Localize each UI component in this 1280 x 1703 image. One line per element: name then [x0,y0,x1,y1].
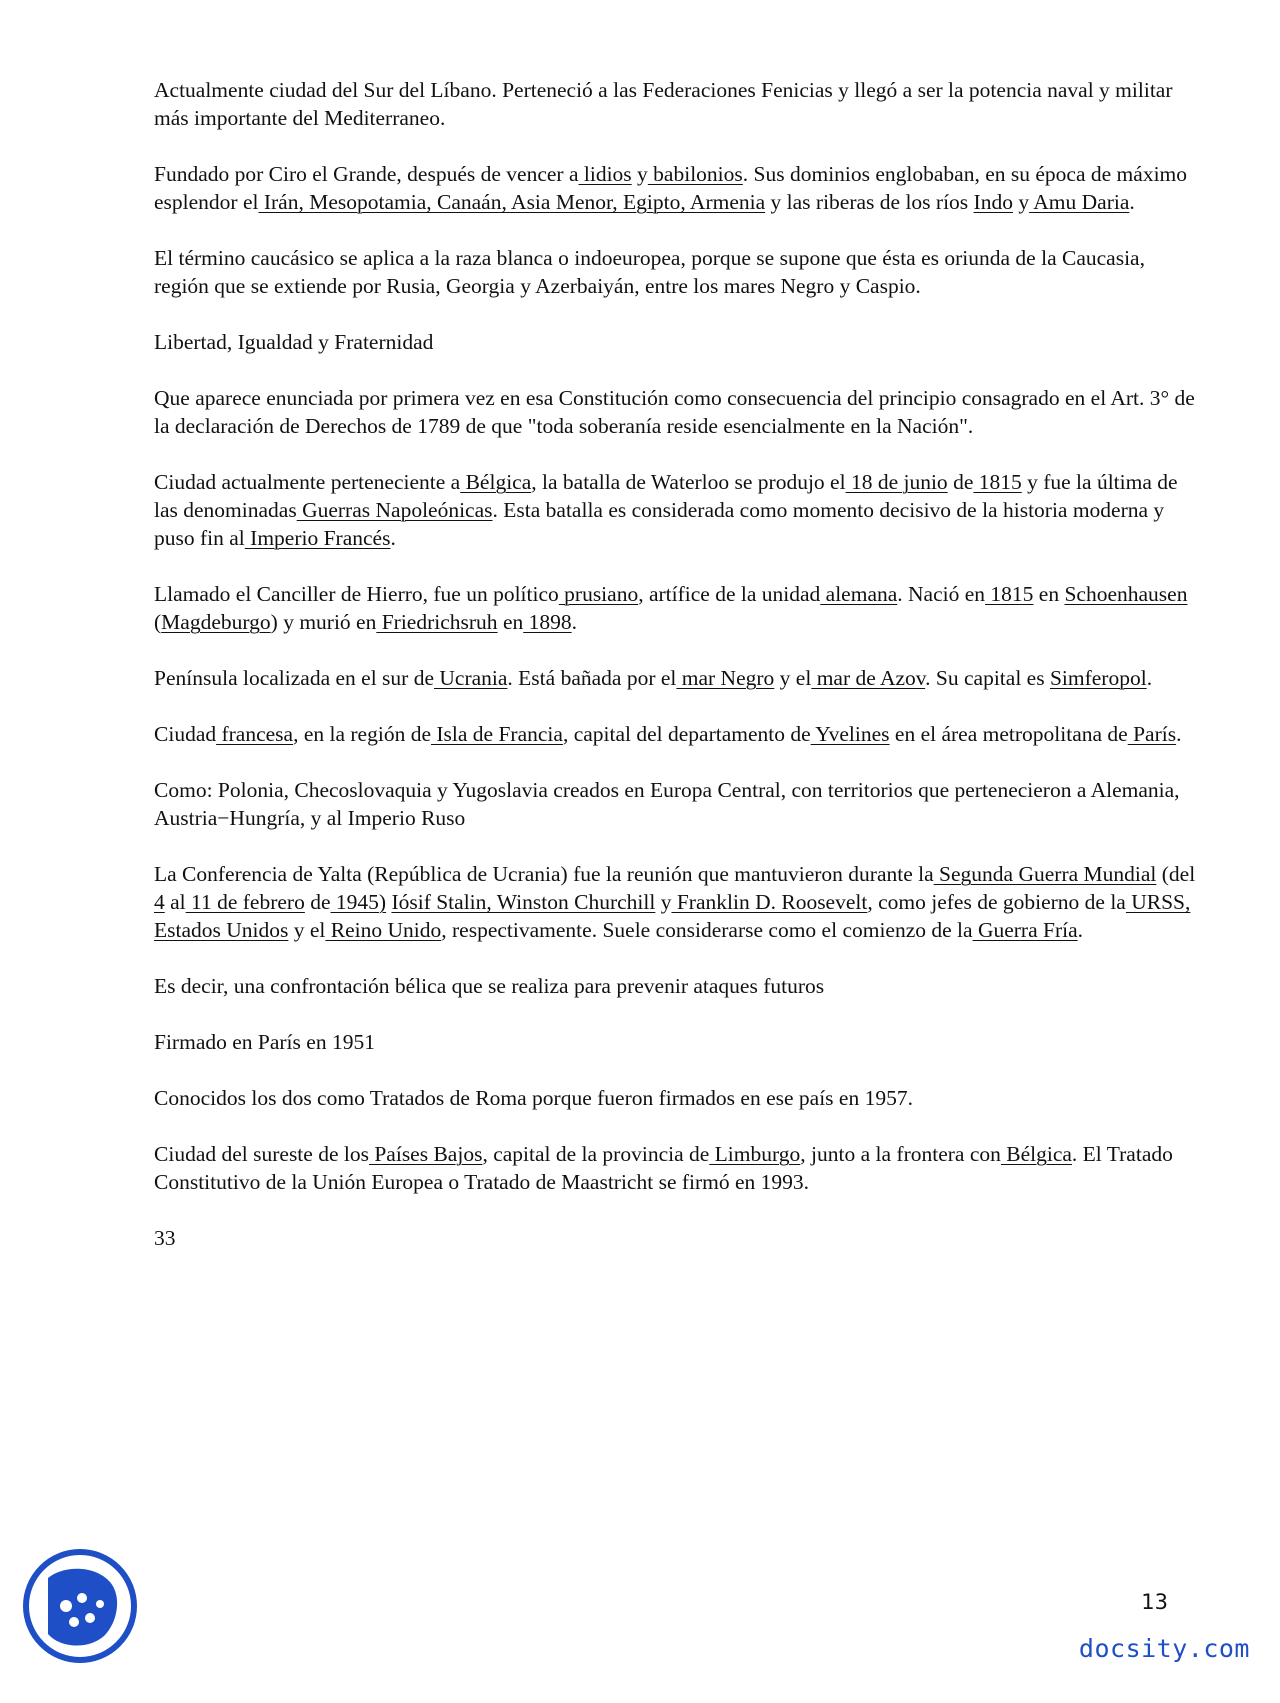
link[interactable]: Simferopol [1049,666,1147,690]
link[interactable]: Indo [973,190,1013,214]
paragraph [154,664,1199,692]
text-segment: . [1077,918,1084,942]
text-segment: . Sus dominios englobaban, en su época de máximo esplendor el [154,162,1188,214]
paragraph [154,720,1199,748]
paragraph [154,776,1199,832]
text-segment: en el área metropolitana de [889,722,1128,746]
docsity-logo-icon[interactable] [22,1548,138,1664]
text-segment: 33 [154,1226,176,1250]
paragraph [154,328,1199,356]
link[interactable]: Friedrichsruh [376,610,498,634]
text-segment: Península localizada en el sur de [154,666,434,690]
link[interactable]: Magdeburgo [161,610,271,634]
text-segment: , la batalla de Waterloo se produjo el [531,470,846,494]
link[interactable]: alemana [820,582,898,606]
text-segment: La Conferencia de Yalta (República de Ucrania) fue la reunión que mantuvieron durante la [154,862,934,886]
paragraph [154,160,1199,216]
link[interactable]: Guerras Napoleónicas [296,498,493,522]
link[interactable]: Bélgica [1000,1142,1072,1166]
link[interactable]: prusiano [558,582,639,606]
paragraph [154,972,1199,1000]
link[interactable]: 1815 [973,470,1022,494]
text-segment: , respectivamente. Suele considerarse como el comienzo de la [441,918,973,942]
link[interactable]: 4 [154,890,165,914]
text-segment: Firmado en París en 1951 [154,1030,375,1054]
paragraph [154,244,1199,300]
text-segment: Libertad, Igualdad y Fraternidad [154,330,434,354]
text-segment: Conocidos los dos como Tratados de Roma porque fueron firmados en ese país en 1957. [154,1086,913,1110]
text-segment: , artífice de la unidad [638,582,821,606]
text-segment: . [390,526,396,550]
link[interactable]: Irán, Mesopotamia, Canaán, Asia Menor, Egipto, Armenia [258,190,766,214]
link[interactable]: 1945) [330,890,387,914]
link[interactable]: Ucrania [434,666,508,690]
text-segment: . Su capital es [925,666,1050,690]
text-segment: y [631,162,648,186]
link[interactable]: París [1127,722,1177,746]
link[interactable]: lidios [578,162,632,186]
text-segment: al [164,890,186,914]
text-segment: Actualmente ciudad del Sur del Líbano. Perteneció a las Federaciones Fenicias y llegó a ser la potencia naval y militar más importante del Mediterraneo. [154,78,1173,130]
link[interactable]: 18 de junio [845,470,948,494]
text-segment: . Esta batalla es considerada como momento decisivo de la historia moderna y puso fin al [154,498,1165,550]
text-segment: y las riberas de los ríos [765,190,974,214]
text-segment: en [1033,582,1065,606]
text-segment: , junto a la frontera con [800,1142,1001,1166]
text-segment: , capital de la provincia de [482,1142,710,1166]
text-segment: y el [288,918,326,942]
docsity-link[interactable]: docsity.com [1078,1634,1250,1663]
paragraph [154,1224,1199,1252]
text-segment: Como: Polonia, Checoslovaquia y Yugoslavia creados en Europa Central, con territorios que pertenecieron a Alemania, Austria−Hungría, y al Imperio Ruso [154,778,1180,830]
text-segment: y [1012,190,1030,214]
paragraph [154,468,1199,552]
text-segment: . El Tratado Constitutivo de la Unión Europea o Tratado de Maastricht se firmó en 1993. [154,1142,1173,1194]
text-segment: Ciudad actualmente perteneciente a [154,470,461,494]
link[interactable]: Bélgica [460,470,532,494]
text-segment: Que aparece enunciada por primera vez en esa Constitución como consecuencia del principio consagrado en el Art. 3° de la declaración de Derechos de 1789 de que "toda soberanía reside esencialmente en la Nación". [154,386,1195,438]
text-segment: y fue la última de las denominadas [154,470,1178,522]
text-segment: , capital del departamento de [562,722,811,746]
text-segment: . [1176,722,1182,746]
text-segment: Ciudad [154,722,217,746]
link[interactable]: 1898 [523,610,572,634]
text-segment: , en la región de [293,722,431,746]
text-segment: . Nació en [897,582,986,606]
text-segment: y [655,890,672,914]
text-segment: de [304,890,331,914]
paragraph [154,1084,1199,1112]
link[interactable]: Iósif Stalin, Winston Churchill [391,890,656,914]
paragraph [154,76,1199,132]
link[interactable]: Guerra Fría [972,918,1078,942]
link[interactable]: babilonios [647,162,743,186]
page-number: 13 [1141,1590,1168,1614]
text-segment: El término caucásico se aplica a la raza blanca o indoeuropea, porque se supone que ésta es oriunda de la Caucasia, región que se extiende por Rusia, Georgia y Azerbaiyán, entre los mares Negro y Caspio. [154,246,1145,298]
text-segment: . [1146,666,1153,690]
link[interactable]: Isla de Francia [431,722,563,746]
text-segment: . [1129,190,1135,214]
link[interactable]: 1815 [985,582,1034,606]
document-body [154,76,1199,1280]
text-segment: , como jefes de gobierno de la [867,890,1126,914]
paragraph [154,860,1199,944]
link[interactable]: Franklin D. Roosevelt [671,890,868,914]
text-segment: en [497,610,524,634]
link[interactable]: Schoenhausen [1064,582,1188,606]
text-segment: Fundado por Ciro el Grande, después de vencer a [154,162,579,186]
text-segment: y el [774,666,812,690]
text-segment: . [571,610,577,634]
text-segment: de [947,470,974,494]
link[interactable]: 11 de febrero [185,890,305,914]
link[interactable]: mar de Azov [811,666,926,690]
text-segment: (del [1156,862,1196,886]
link[interactable]: Segunda Guerra Mundial [933,862,1157,886]
link[interactable]: Amu Daria [1029,190,1130,214]
link[interactable]: Yvelines [810,722,890,746]
link[interactable]: Imperio Francés [244,526,391,550]
text-segment: Llamado el Canciller de Hierro, fue un político [154,582,559,606]
paragraph [154,1140,1199,1196]
paragraph [154,384,1199,440]
text-segment: ) y murió en [270,610,377,634]
text-segment: Ciudad del sureste de los [154,1142,369,1166]
link[interactable]: Países Bajos [368,1142,483,1166]
link[interactable]: Limburgo [709,1142,801,1166]
paragraph [154,1028,1199,1056]
link[interactable]: URSS, Estados Unidos [154,890,1191,942]
link[interactable]: mar Negro [676,666,775,690]
text-segment: ( [154,610,162,634]
link[interactable]: francesa [216,722,294,746]
link[interactable]: Reino Unido [325,918,442,942]
text-segment: Es decir, una confrontación bélica que se realiza para prevenir ataques futuros [154,974,825,998]
paragraph [154,580,1199,636]
text-segment: . Está bañada por el [507,666,677,690]
